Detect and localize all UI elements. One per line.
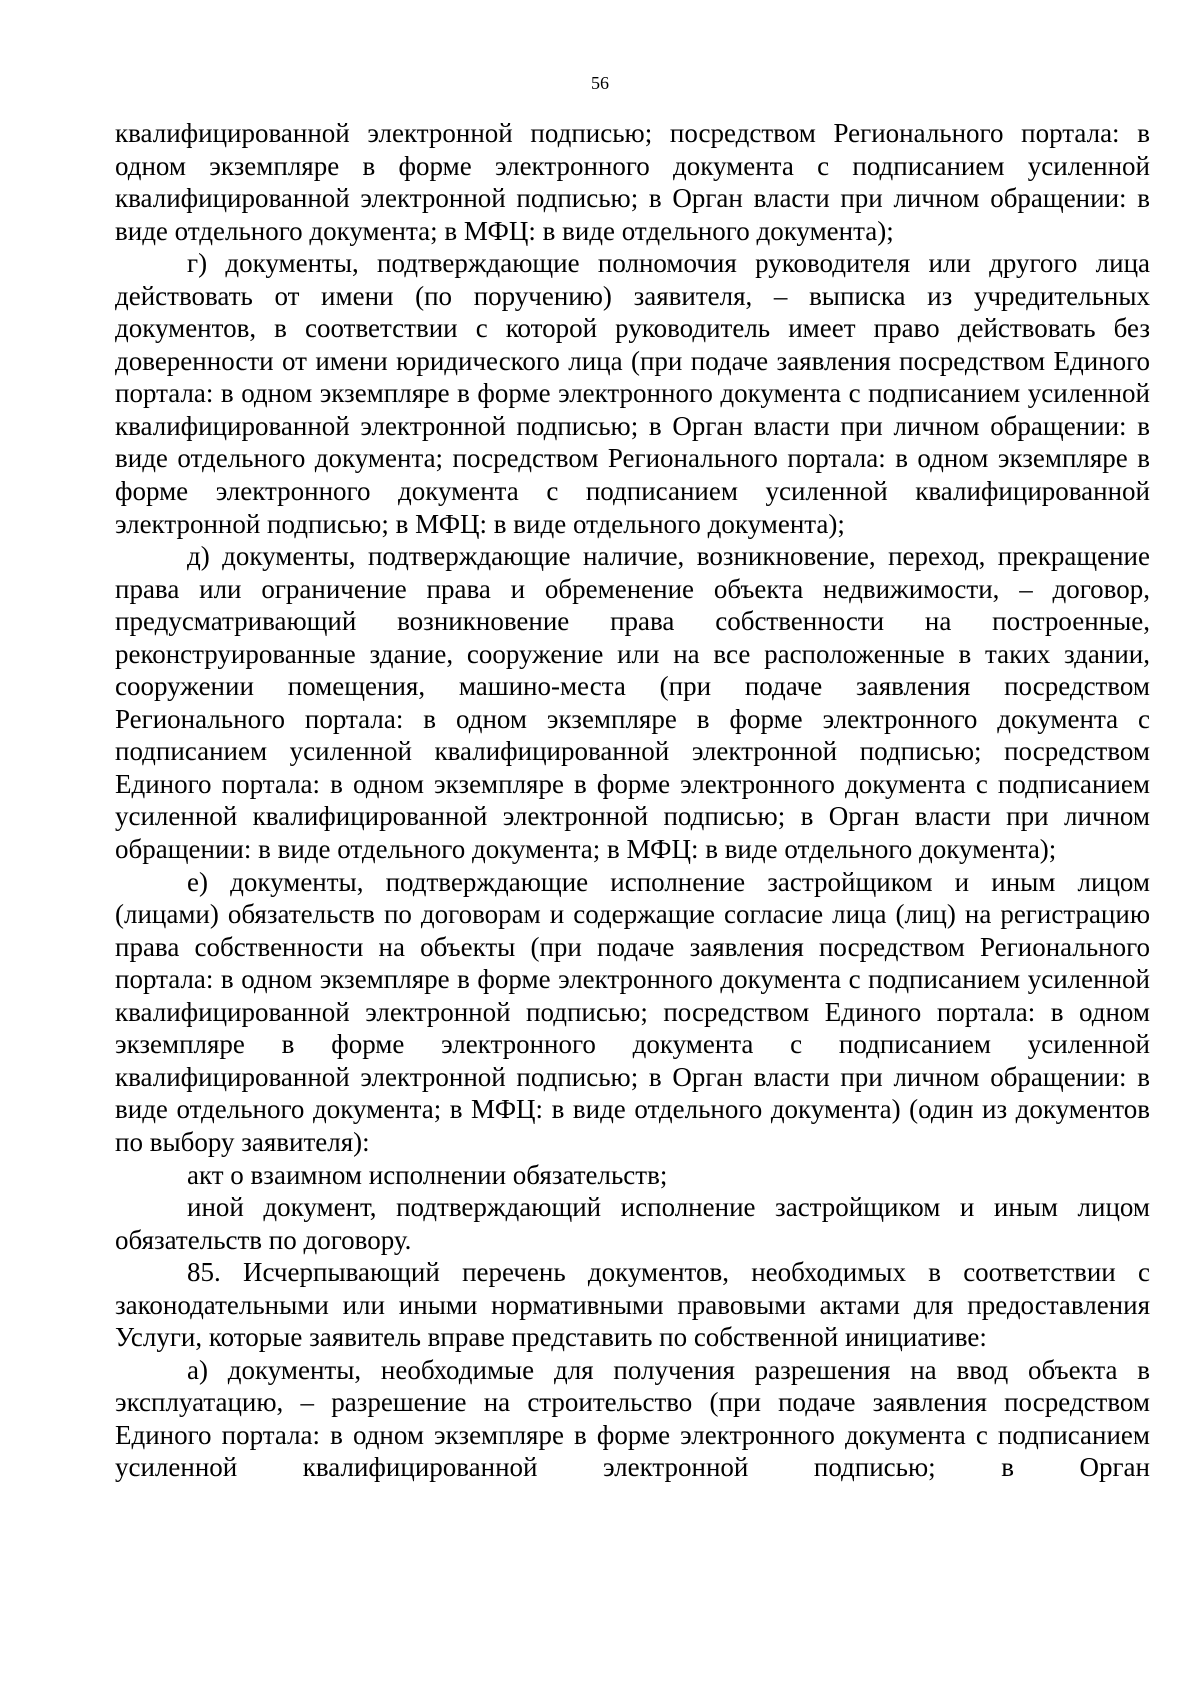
page-number: 56 xyxy=(591,73,609,93)
paragraph-item-a: а) документы, необходимые для получения разрешения на ввод объекта в эксплуатацию, – разрешение на строительство (при подаче заявления посредством Единого портала: в одном экземпляре в форме электронного документа с подписанием усиленной квалифицированной электронной подписью; в Орган xyxy=(115,1354,1150,1483)
document-body xyxy=(115,117,1150,1484)
paragraph-other-document: иной документ, подтверждающий исполнение застройщиком и иным лицом обязательств по договору. xyxy=(115,1192,1150,1255)
paragraph-item-g: г) документы, подтверждающие полномочия руководителя или другого лица действовать от имени (по поручению) заявителя, – выписка из учредительных документов, в соответствии с которой руководитель имеет право действовать без доверенности от имени юридического лица (при подаче заявления посредством Единого портала: в одном экземпляре в форме электронного документа с подписанием усиленной квалифицированной электронной подписью; в Орган власти при личном обращении: в виде отдельного документа; посредством Регионального портала: в одном экземпляре в форме электронного документа с подписанием усиленной квалифицированной электронной подписью; в МФЦ: в виде отдельного документа); xyxy=(115,248,1150,539)
paragraph-85: 85. Исчерпывающий перечень документов, необходимых в соответствии с законодательными или иными нормативными правовыми актами для предоставления Услуги, которые заявитель вправе представить по собственной инициативе: xyxy=(115,1257,1150,1353)
paragraph-mutual-act: акт о взаимном исполнении обязательств; xyxy=(187,1159,668,1190)
paragraph-item-e: е) документы, подтверждающие исполнение застройщиком и иным лицом (лицами) обязательств по договорам и содержащие согласие лица (лиц) на регистрацию права собственности на объекты (при подаче заявления посредством Регионального портала: в одном экземпляре в форме электронного документа с подписанием усиленной квалифицированной электронной подписью; посредством Единого портала: в одном экземпляре в форме электронного документа с подписанием усиленной квалифицированной электронной подписью; в Орган власти при личном обращении: в виде отдельного документа; в МФЦ: в виде отдельного документа) (один из документов по выбору заявителя): xyxy=(115,866,1150,1157)
paragraph-continuation: квалифицированной электронной подписью; посредством Регионального портала: в одном экземпляре в форме электронного документа с подписанием усиленной квалифицированной электронной подписью; в Орган власти при личном обращении: в виде отдельного документа; в МФЦ: в виде отдельного документа); xyxy=(115,118,1150,246)
paragraph-item-d: д) документы, подтверждающие наличие, возникновение, переход, прекращение права или ограничение права и обременение объекта недвижимости, – договор, предусматривающий возникновение права собственности на построенные, реконструированные здание, сооружение или на все расположенные в таких здании, сооружении помещения, машино-места (при подаче заявления посредством Регионального портала: в одном экземпляре в форме электронного документа с подписанием усиленной квалифицированной электронной подписью; посредством Единого портала: в одном экземпляре в форме электронного документа с подписанием усиленной квалифицированной электронной подписью; в Орган власти при личном обращении: в виде отдельного документа; в МФЦ: в виде отдельного документа); xyxy=(115,541,1150,865)
